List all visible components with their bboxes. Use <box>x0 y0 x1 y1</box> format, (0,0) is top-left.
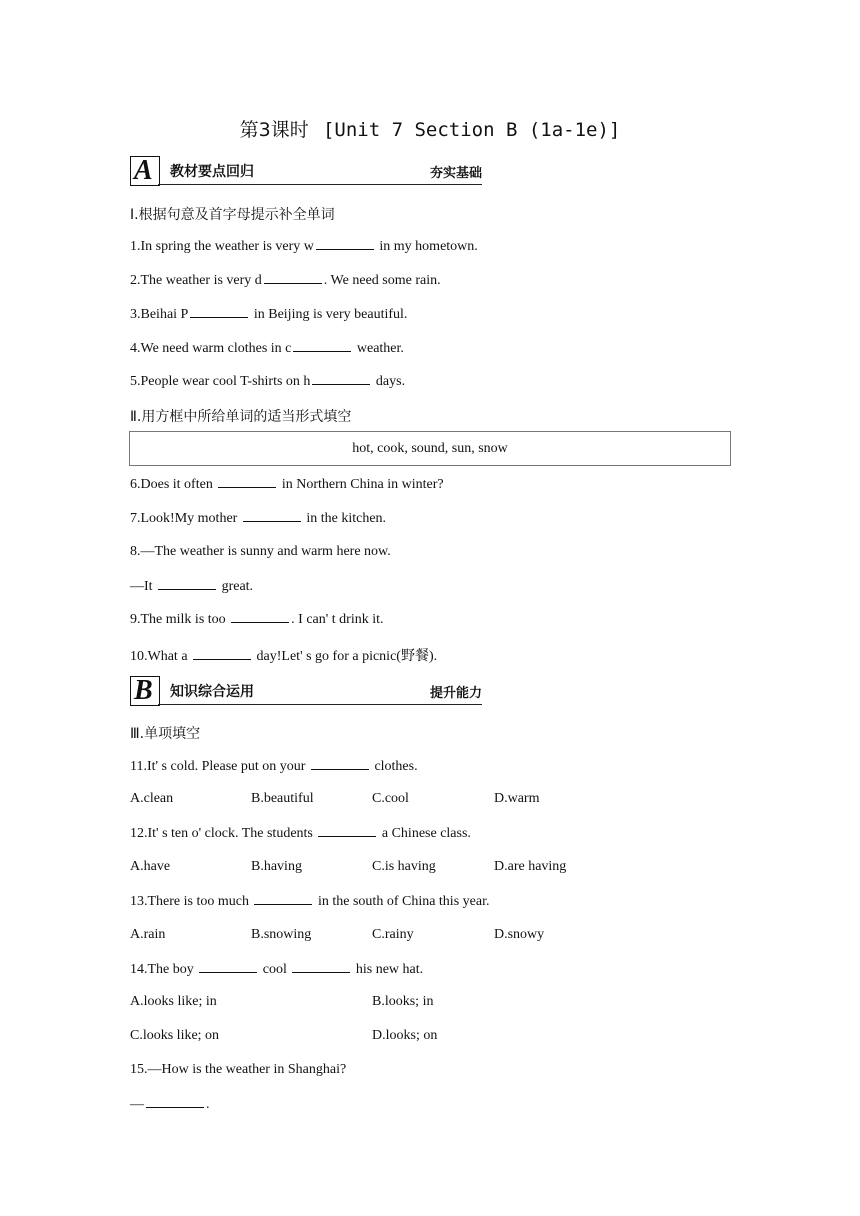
word-box <box>129 431 731 466</box>
option-b[interactable]: B.looks; in <box>372 994 434 1009</box>
question-2: 2.The weather is very d . We need some rain. <box>130 273 441 288</box>
option-d[interactable]: D.are having <box>494 859 567 874</box>
section-a-title: 教材要点回归 <box>170 164 254 180</box>
answer-blank[interactable] <box>158 578 216 590</box>
answer-blank[interactable] <box>311 758 369 770</box>
section-a-tag: 夯实基础 <box>429 166 482 181</box>
option-b[interactable]: B.beautiful <box>251 791 314 806</box>
question-6: 6.Does it often in Northern China in winter? <box>130 477 444 492</box>
answer-blank[interactable] <box>218 476 276 488</box>
option-d[interactable]: D.looks; on <box>372 1028 438 1043</box>
answer-blank[interactable] <box>264 272 322 284</box>
question-11: 11.It' s cold. Please put on your clothes. <box>130 759 418 774</box>
answer-blank[interactable] <box>146 1096 204 1108</box>
question-7: 7.Look!My mother in the kitchen. <box>130 511 387 526</box>
answer-blank[interactable] <box>292 961 350 973</box>
question-15-line2: — . <box>130 1097 210 1112</box>
part2-heading: Ⅱ.用方框中所给单词的适当形式填空 <box>130 409 352 425</box>
option-c[interactable]: C.is having <box>372 859 436 874</box>
question-10: 10.What a day!Let' s go for a picnic(野餐). <box>130 649 438 664</box>
question-8-line2: —It great. <box>130 579 254 594</box>
answer-blank[interactable] <box>254 893 312 905</box>
page-title <box>0 115 860 142</box>
section-b-title: 知识综合运用 <box>170 684 254 700</box>
unit-label: [Unit 7 Section B (1a-1e)] <box>322 119 621 141</box>
question-14: 14.The boy cool his new hat. <box>130 962 424 977</box>
section-b-banner <box>130 676 482 706</box>
option-a[interactable]: A.have <box>130 859 171 874</box>
question-12: 12.It' s ten o' clock. The students a Chinese class. <box>130 826 471 841</box>
option-c[interactable]: C.looks like; on <box>130 1028 220 1043</box>
question-5: 5.People wear cool T-shirts on h days. <box>130 374 406 389</box>
answer-blank[interactable] <box>318 825 376 837</box>
section-b-badge: B <box>130 676 160 706</box>
section-a-badge: A <box>130 156 160 186</box>
option-c[interactable]: C.rainy <box>372 927 414 942</box>
banner-rule <box>158 184 482 185</box>
option-b[interactable]: B.having <box>251 859 302 874</box>
option-a[interactable]: A.looks like; in <box>130 994 217 1009</box>
answer-blank[interactable] <box>316 238 374 250</box>
banner-rule <box>158 704 482 705</box>
question-9: 9.The milk is too . I can' t drink it. <box>130 612 384 627</box>
answer-blank[interactable] <box>193 648 251 660</box>
section-b-tag: 提升能力 <box>429 686 482 701</box>
part1-heading: Ⅰ.根据句意及首字母提示补全单词 <box>130 207 335 223</box>
option-d[interactable]: D.snowy <box>494 927 545 942</box>
question-15-line1: 15.—How is the weather in Shanghai? <box>130 1062 347 1077</box>
part3-heading: Ⅲ.单项填空 <box>130 726 201 742</box>
option-b[interactable]: B.snowing <box>251 927 312 942</box>
option-c[interactable]: C.cool <box>372 791 409 806</box>
question-13: 13.There is too much in the south of China this year. <box>130 894 490 909</box>
option-a[interactable]: A.rain <box>130 927 166 942</box>
question-1: 1.In spring the weather is very w in my hometown. <box>130 239 478 254</box>
word-list: hot, cook, sound, sun, snow <box>352 441 508 456</box>
question-3: 3.Beihai P in Beijing is very beautiful. <box>130 307 408 322</box>
answer-blank[interactable] <box>243 510 301 522</box>
question-8-line1: 8.—The weather is sunny and warm here now. <box>130 544 391 559</box>
answer-blank[interactable] <box>199 961 257 973</box>
answer-blank[interactable] <box>231 611 289 623</box>
option-a[interactable]: A.clean <box>130 791 174 806</box>
question-4: 4.We need warm clothes in c weather. <box>130 341 404 356</box>
answer-blank[interactable] <box>312 373 370 385</box>
answer-blank[interactable] <box>293 340 351 352</box>
section-a-banner <box>130 156 482 186</box>
option-d[interactable]: D.warm <box>494 791 540 806</box>
answer-blank[interactable] <box>190 306 248 318</box>
lesson-label: 第3课时 <box>239 119 309 141</box>
